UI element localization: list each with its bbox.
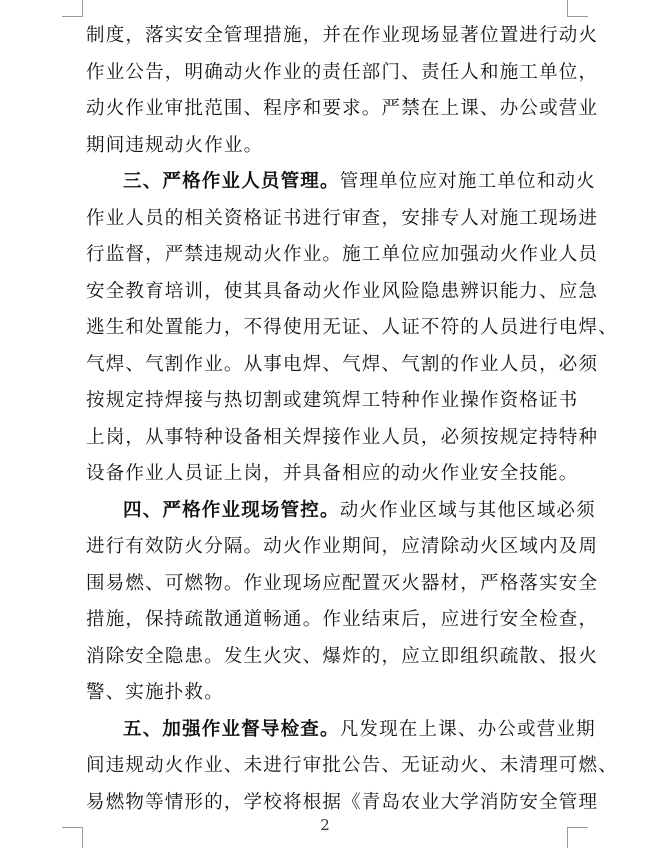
paragraph-continuation <box>86 18 599 164</box>
text-line: 进行有效防火分隔。动火作业期间，应清除动火区域内及周 <box>86 536 599 557</box>
text-line: 设备作业人员证上岗，并具备相应的动火作业安全技能。 <box>86 463 579 484</box>
section-heading: 三、严格作业人员管理。 <box>123 171 340 192</box>
text-line: 制度，落实安全管理措施，并在作业现场显著位置进行动火 <box>86 25 599 46</box>
text-line <box>86 712 596 749</box>
text-line: 措施，保持疏散通道畅通。作业结束后，应进行安全检查， <box>86 609 599 630</box>
paragraph-supervision <box>86 712 618 822</box>
text-line: 易燃物等情形的，学校将根据《青岛农业大学消防安全管理 <box>86 791 599 813</box>
paragraph-personnel-management <box>86 164 618 493</box>
text-run: 凡发现在上课、办公或营业期 <box>339 718 596 740</box>
page-corner-mark-top-right <box>567 0 588 17</box>
text-line: 间违规动火作业、未进行审批公告、无证动火、未清理可燃、 <box>86 755 618 776</box>
document-body <box>86 18 618 821</box>
text-line: 按规定持焊接与热切割或建筑焊工特种作业操作资格证书 <box>86 390 579 411</box>
text-line: 作业公告，明确动火作业的责任部门、责任人和施工单位， <box>86 61 599 83</box>
page-number: 2 <box>320 816 330 834</box>
text-line: 动火作业审批范围、程序和要求。严禁在上课、办公或营业 <box>86 98 599 119</box>
text-line: 围易燃、可燃物。作业现场应配置灭火器材，严格落实安全 <box>86 572 599 594</box>
text-line: 警、实施扑救。 <box>86 682 224 703</box>
page-corner-mark-top-left <box>62 0 83 17</box>
text-line: 逃生和处置能力，不得使用无证、人证不符的人员进行电焊、 <box>86 317 618 338</box>
text-run: 管理单位应对施工单位和动火 <box>339 171 596 192</box>
section-heading: 四、严格作业现场管控。 <box>123 499 340 521</box>
text-line: 作业人员的相关资格证书进行审查，安排专人对施工现场进 <box>86 207 599 229</box>
text-line: 消除安全隐患。发生火灾、爆炸的，应立即组织疏散、报火 <box>86 645 599 667</box>
text-line <box>86 164 596 201</box>
text-line: 期间违规动火作业。 <box>86 134 264 156</box>
text-line: 安全教育培训，使其具备动火作业风险隐患辨识能力、应急 <box>86 280 599 302</box>
text-line <box>86 493 596 530</box>
text-line: 气焊、气割作业。从事电焊、气焊、气割的作业人员，必须 <box>86 353 599 375</box>
paragraph-site-control <box>86 493 599 712</box>
text-run: 动火作业区域与其他区域必须 <box>339 499 596 521</box>
text-line: 上岗，从事特种设备相关焊接作业人员，必须按规定持特种 <box>86 426 599 448</box>
text-line: 行监督，严禁违规动火作业。施工单位应加强动火作业人员 <box>86 244 599 265</box>
section-heading: 五、加强作业督导检查。 <box>123 718 340 740</box>
